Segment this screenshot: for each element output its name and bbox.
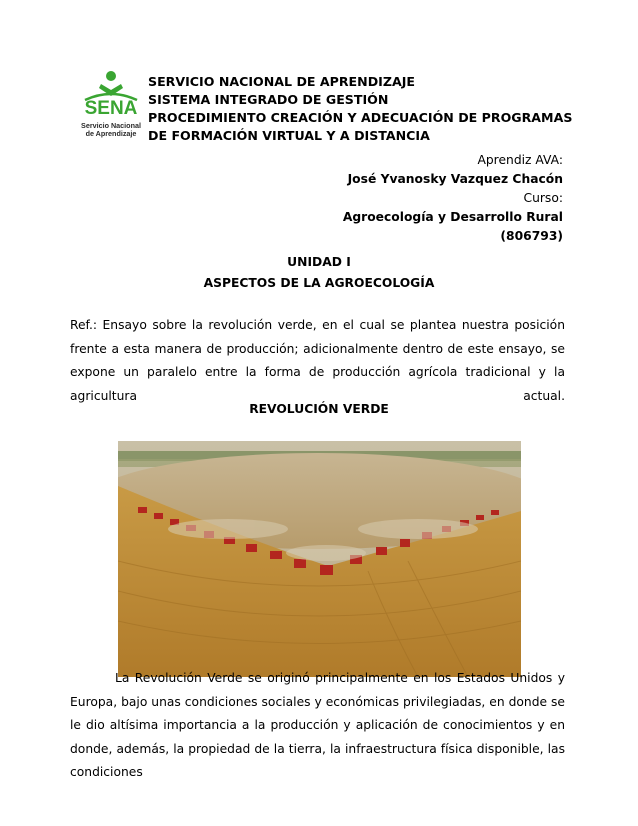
- body-paragraph: La Revolución Verde se originó principalmente en los Estados Unidos y Europa, bajo unas condiciones sociales y económicas privilegiadas, en donde se le dio altísima importancia a la producción y aplicación de conocimientos y en donde, además, la propiedad de la tierra, la infraestructura física disponible, las condiciones: [70, 671, 565, 779]
- unit-number: UNIDAD I: [287, 255, 351, 269]
- course-label: Curso:: [523, 191, 563, 205]
- header-line-1: SERVICIO NACIONAL DE APRENDIZAJE: [148, 74, 416, 89]
- reference-paragraph: Ref.: Ensayo sobre la revolución verde, en el cual se plantea nuestra posición frente a esta manera de producción; adicionalmente dentro de este ensayo, se expone un paralelo entre la forma de producción agrícola tradicional y la agricultura actual.: [70, 318, 565, 403]
- header-line-2: SISTEMA INTEGRADO DE GESTIÓN: [148, 92, 389, 107]
- logo-subtitle-2: de Aprendizaje: [85, 129, 137, 138]
- institution-header: [148, 73, 572, 145]
- header-line-4: DE FORMACIÓN VIRTUAL Y A DISTANCIA: [148, 128, 430, 143]
- unit-title: ASPECTOS DE LA AGROECOLOGÍA: [203, 276, 435, 290]
- logo-wordmark: SENA: [84, 98, 138, 119]
- author-block: [343, 151, 563, 246]
- logo-subtitle-1: Servicio Nacional: [81, 121, 141, 130]
- header-line-3: PROCEDIMIENTO CREACIÓN Y ADECUACIÓN DE PROGRAMAS: [148, 110, 573, 125]
- section-title: REVOLUCIÓN VERDE: [249, 402, 389, 416]
- course-code: (806793): [500, 229, 563, 243]
- role-label: Aprendiz AVA:: [477, 153, 563, 167]
- sena-logo: [79, 70, 143, 146]
- course-name: Agroecología y Desarrollo Rural: [342, 210, 563, 224]
- harvest-photo: [118, 441, 521, 677]
- author-name: José Yvanosky Vazquez Chacón: [347, 172, 563, 186]
